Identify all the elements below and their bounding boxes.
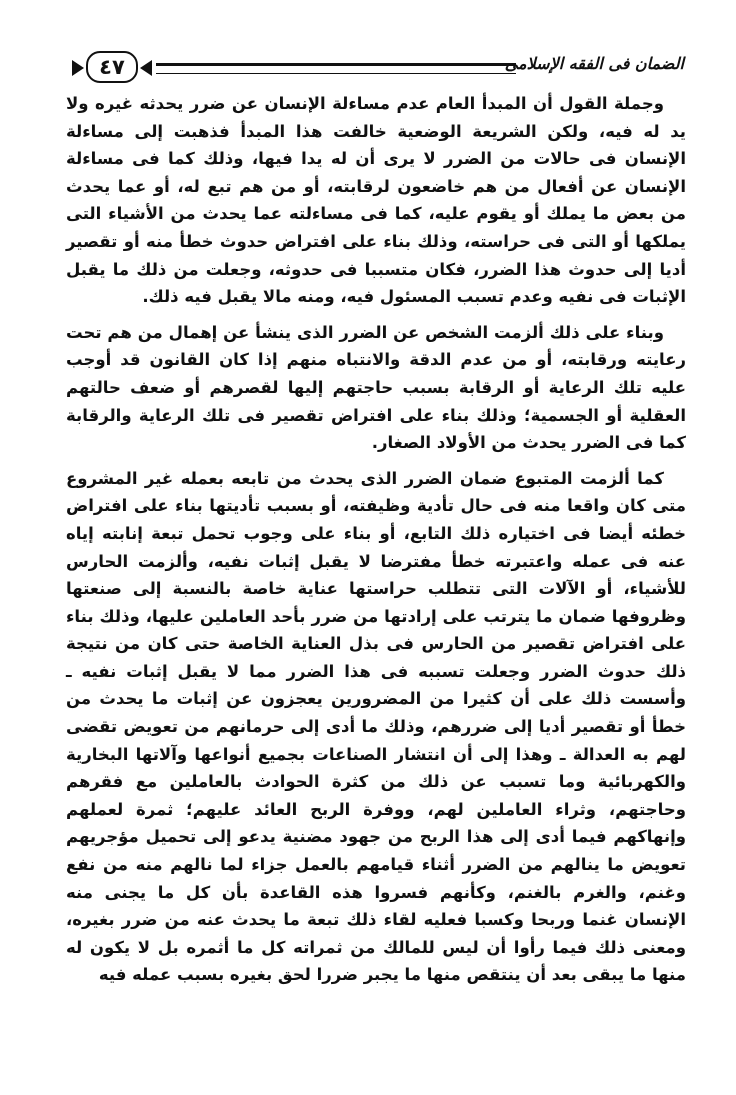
- body-text: [66, 90, 686, 989]
- page-number: ٤٧: [86, 51, 138, 83]
- running-header: [66, 48, 684, 88]
- book-title: الضمان فى الفقه الإسلامى: [504, 54, 684, 73]
- paragraph: وجملة القول أن المبدأ العام عدم مساءلة الإنسان عن ضرر يحدثه غيره ولا يد له فيه، ولكن الشريعة الوضعية خالفت هذا المبدأ فذهبت إلى مساءلة الإنسان فى حالات من الضرر لا يرى أن له يدا فيها، وذلك كما فى مساءلة الإنسان عن أفعال من هم خاضعون لرقابته، أو من هم تبع له، أو عما يحدث من بعض ما يملك أو يقوم عليه، كما فى مساءلته عما يحدث من الأشياء التى يملكها أو التى فى حراسته، وذلك بناء على افتراض حدوث خطأ منه أو تقصير أديا إلى حدوث هذا الضرر، فكان متسببا فى حدوثه، وجعلت من ذلك ما يقبل الإثبات فى نفيه وعدم تسبب المسئول فيه، ومنه مالا يقبل فيه ذلك.: [66, 94, 686, 307]
- arrow-ornament-icon: [72, 60, 84, 76]
- paragraph: وبناء على ذلك ألزمت الشخص عن الضرر الذى ينشأ عن إهمال من هم تحت رعايته ورقابته، أو من عدم الدقة والانتباه منهم إذا كان القانون قد أوجب عليه تلك الرعاية أو الرقابة بسبب حاجتهم إليها لقصرهم أو ضعف حالتهم العقلية أو الجسمية؛ وذلك بناء على افتراض تقصير فى تلك الرعاية والرقابة كما فى الضرر يحدث من الأولاد الصغار.: [66, 322, 686, 453]
- page-number-cartouche: [72, 51, 152, 81]
- arrow-ornament-icon: [140, 60, 152, 76]
- header-rule: [156, 63, 516, 74]
- paragraph: كما ألزمت المتبوع ضمان الضرر الذى يحدث من تابعه بعمله غير المشروع متى كان واقعا منه فى حال تأدية وظيفته، أو بسبب تأديتها بناء على افتراض خطئه أيضا فى اختياره ذلك التابع، أو بناء على وجوب تحمل تبعة إنابته إياه عنه فى عمله واعتبرته خطأ مفترضا لا يقبل إثبات نفيه، وألزمت الحارس للأشياء، أو الآلات التى تتطلب حراستها عناية خاصة بالنسبة إلى صنعتها وظروفها ضمان ما يترتب على إرادتها من ضرر بأحد العاملين عليها، وذلك بناء على افتراض تقصير من الحارس فى بذل العناية الخاصة حتى كان من نتيجة ذلك حدوث الضرر وجعلت تسببه فى هذا الضرر مما لا يقبل إثبات نفيه ـ وأسست ذلك على أن كثيرا من المضرورين يعجزون عن إثبات ما يحدث من خطأ أو تقصير أديا إلى ضررهم، وذلك ما أدى إلى حرمانهم من تعويض تقضى لهم به العدالة ـ وهذا إلى أن انتشار الصناعات بجميع أنواعها وآلاتها البخارية والكهربائية وما تسبب عن ذلك من كثرة الحوادث بالعاملين مع فقرهم وحاجتهم، وثراء العاملين لهم، ووفرة الربح العائد عليهم؛ ثمرة لعملهم وإنهاكهم فيما أدى إلى هذا الربح من جهود مضنية يدعو إلى تحميل مؤجريهم تعويض ما ينالهم من الضرر أثناء قيامهم بالعمل جزاء لما نالهم منه من نفع وغنم، والغرم بالغنم، وكأنهم فسروا هذه القاعدة بأن كل ما يجنى منه الإنسان غنما وربحا وكسبا فعليه لقاء ذلك تبعة ما يحدث عنه من ضرر بغيره، ومعنى ذلك فيما رأوا أن ليس للمالك من ثمراته كل ما أثمره بل لا يكون له منها ما يبقى بعد أن ينتقص منها ما يجبر ضررا لحق بغيره بسبب عمله فيه: [66, 468, 686, 985]
